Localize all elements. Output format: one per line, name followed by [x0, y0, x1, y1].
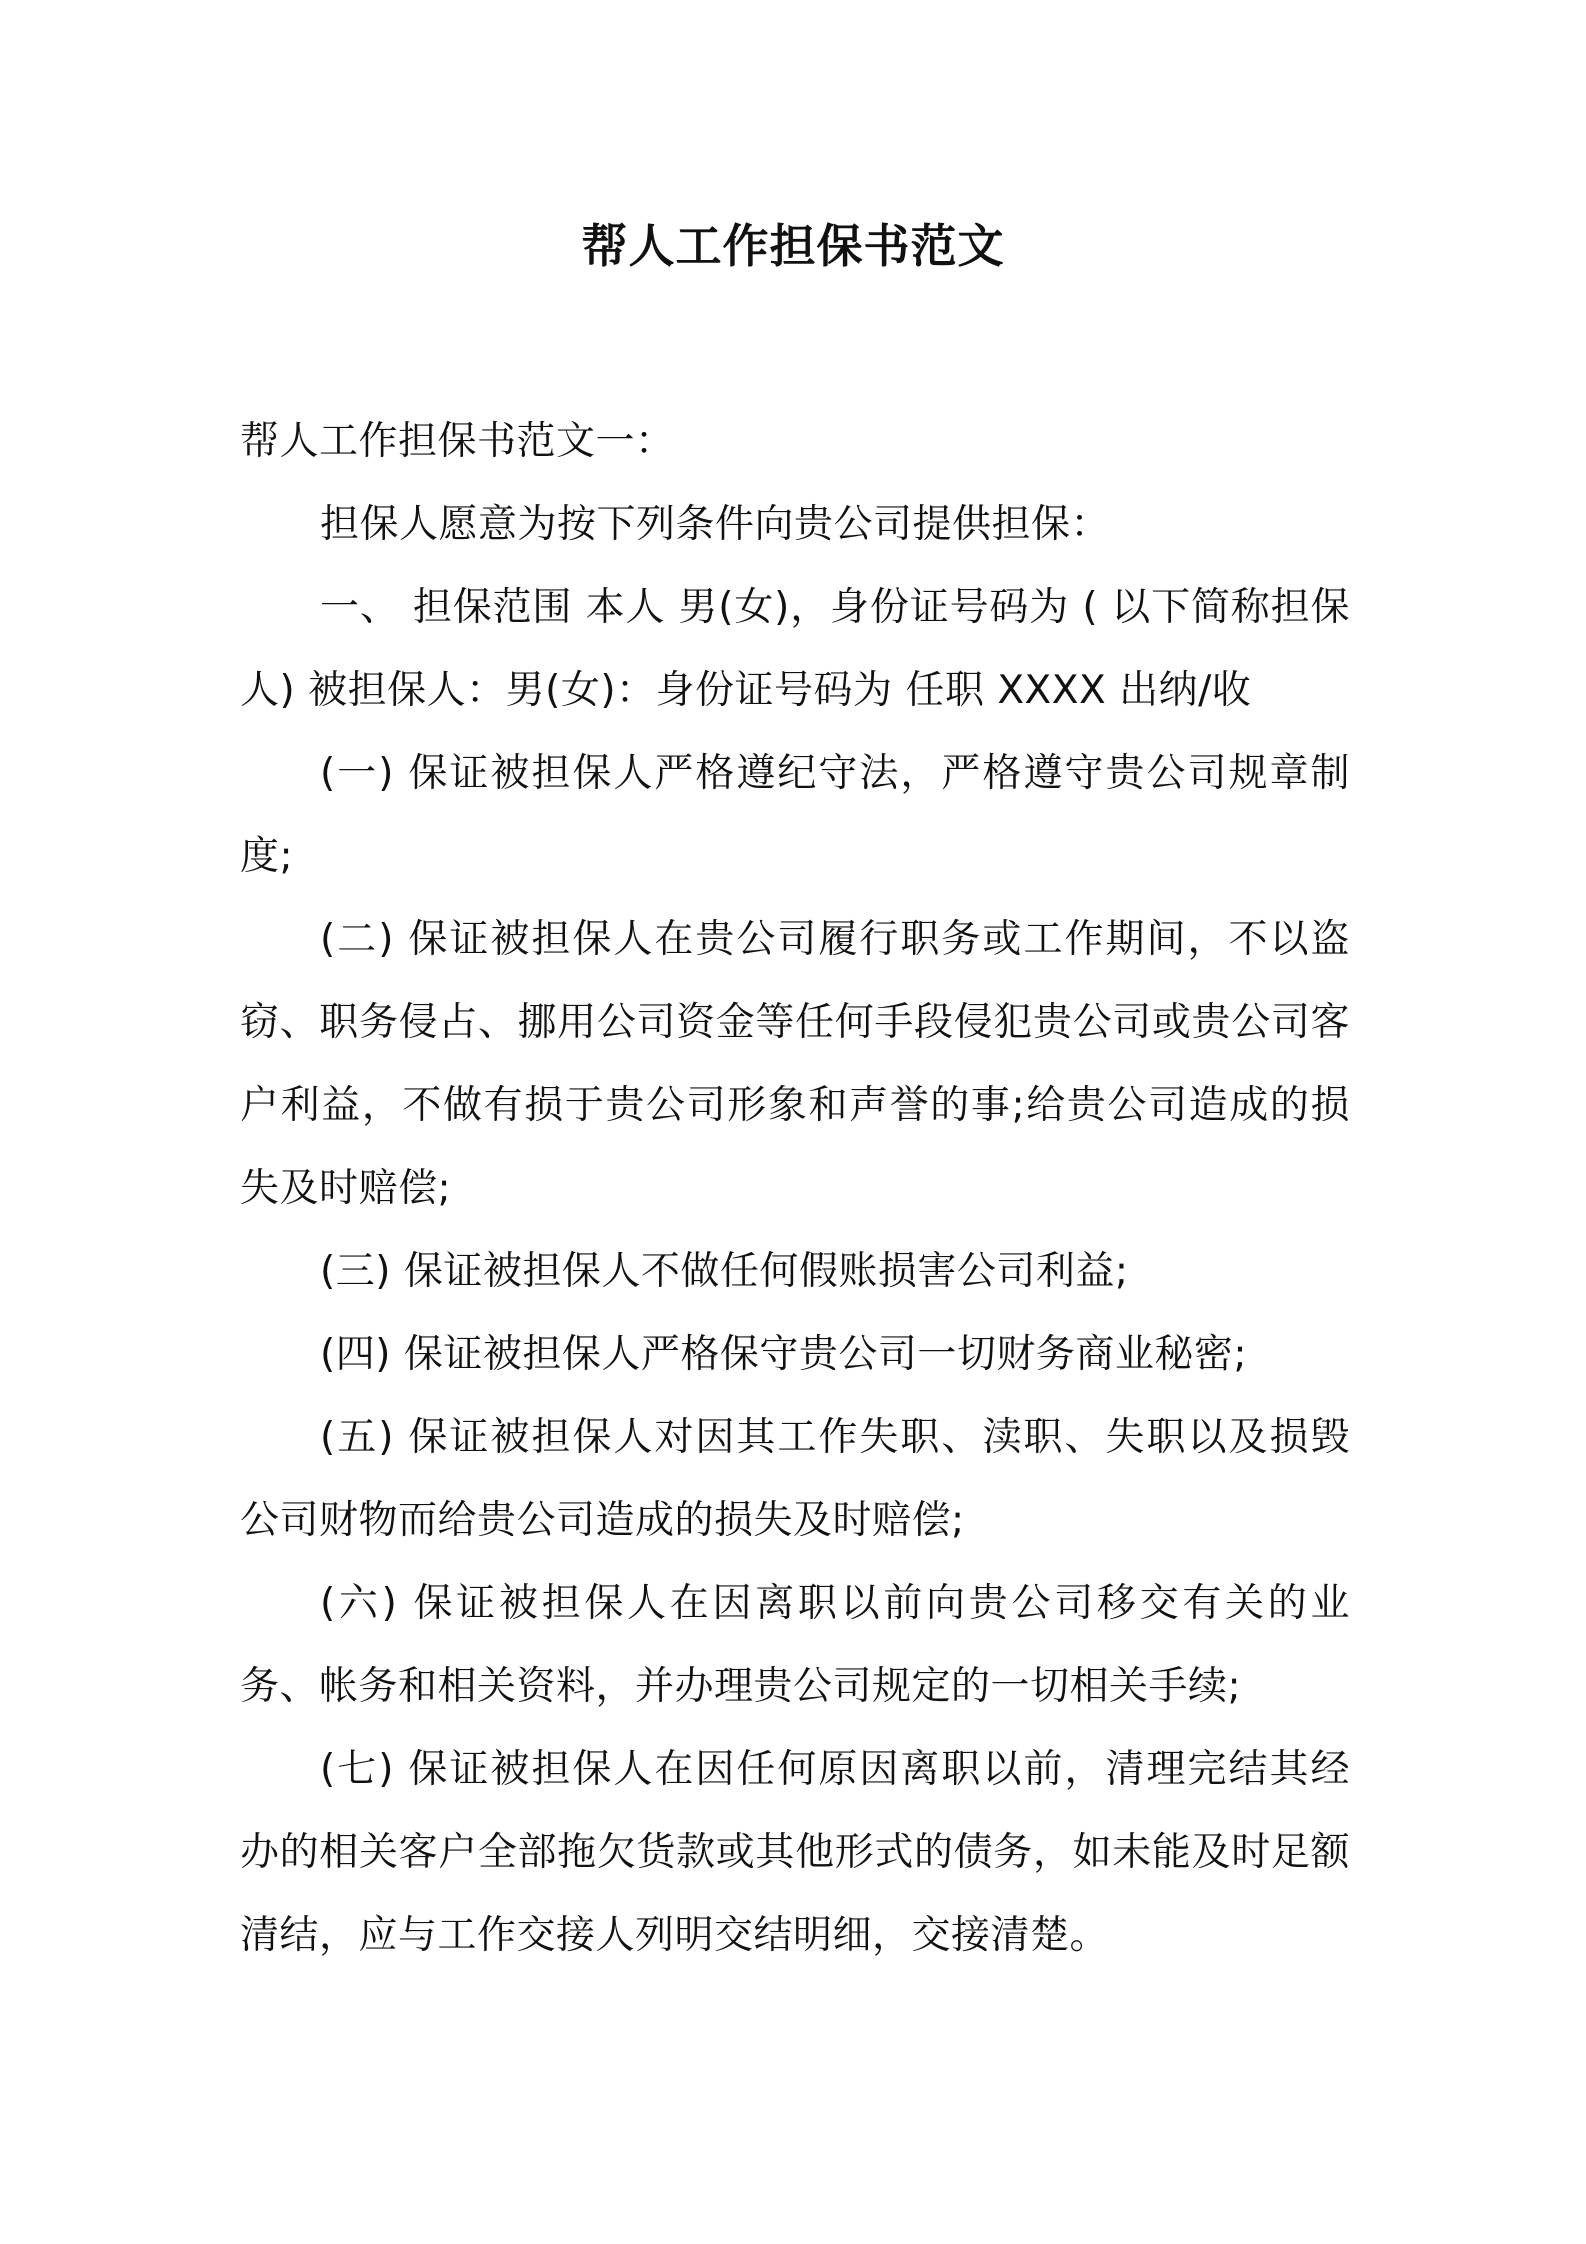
- clause-1: (一) 保证被担保人严格遵纪守法，严格遵守贵公司规章制度;: [240, 751, 1350, 879]
- clause-2: (二) 保证被担保人在贵公司履行职务或工作期间，不以盗窃、职务侵占、挪用公司资金等任何手段侵犯贵公司或贵公司客户利益，不做有损于贵公司形象和声誉的事;给贵公司造成的损失及时赔偿;: [240, 917, 1350, 1211]
- clause-3: (三) 保证被担保人不做任何假账损害公司利益;: [320, 1249, 1129, 1294]
- clause-6: (六) 保证被担保人在因离职以前向贵公司移交有关的业务、帐务和相关资料，并办理贵公司规定的一切相关手续;: [240, 1581, 1350, 1709]
- document-title: 帮人工作担保书范文: [581, 219, 1005, 273]
- intro-paragraph: 担保人愿意为按下列条件向贵公司提供担保：: [320, 502, 1111, 547]
- clause-7: (七) 保证被担保人在因任何原因离职以前，清理完结其经办的相关客户全部拖欠货款或其他形式的债务，如未能及时足额清结，应与工作交接人列明交结明细，交接清楚。: [240, 1747, 1350, 1958]
- clause-4: (四) 保证被担保人严格保守贵公司一切财务商业秘密;: [320, 1332, 1247, 1377]
- document-body: [240, 400, 1350, 1977]
- section-heading: 帮人工作担保书范文一：: [240, 419, 675, 464]
- clause-5: (五) 保证被担保人对因其工作失职、渎职、失职以及损毁公司财物而给贵公司造成的损失及时赔偿;: [240, 1415, 1350, 1543]
- scope-paragraph: 一、 担保范围 本人 男(女)，身份证号码为 ( 以下简称担保人) 被担保人：男(女)：身份证号码为 任职 XXXX 出纳/收: [240, 585, 1350, 713]
